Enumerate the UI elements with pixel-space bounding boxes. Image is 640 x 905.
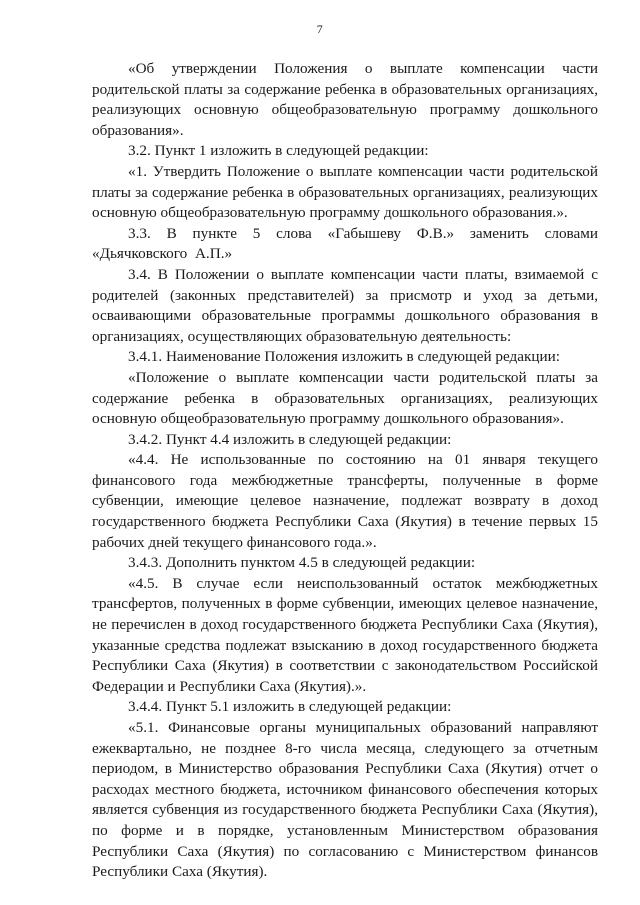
paragraph-item-3-4-3: 3.4.3. Дополнить пунктом 4.5 в следующей редакции: (128, 554, 476, 572)
paragraph-item-1-quote: «1. Утвердить Положение о выплате компенсации части родительской платы за содержание ребенка в образовательных организациях, реализующих основную общеобразовательную программу дошкольного образования.». (92, 162, 598, 222)
paragraph-name-quote: «Положение о выплате компенсации части родительской платы за содержание ребенка в образовательных организациях, реализующих основную общеобразовательную программу дошкольного образования». (92, 368, 598, 428)
paragraph-item-3-4-4: 3.4.4. Пункт 5.1 изложить в следующей редакции: (128, 698, 452, 716)
paragraph-item-5-1-quote: «5.1. Финансовые органы муниципальных образований направляют ежеквартально, не позднее 8-го числа месяца, следующего за отчетным периодом, в Министерство образования Республики Саха (Якутия) отчет о расходах местного бюджета, источником финансового обеспечения которых является субвенция из государственного бюджета Республики Саха (Якутия), по форме и в порядке, установленным Министерством образования Республики Саха (Якутия) по согласованию с Министерством финансов Республики Саха (Якутия). (92, 719, 598, 881)
paragraph-item-3-2: 3.2. Пункт 1 изложить в следующей редакции: (128, 142, 429, 160)
paragraph-item-4-5-quote: «4.5. В случае если неиспользованный остаток межбюджетных трансфертов, полученных в форме субвенции, имеющих целевое назначение, не перечислен в доход государственного бюджета Республики Саха (Якутия), указанные средства подлежат взысканию в доход государственного бюджета Республики Саха (Якутия) в соответствии с законодательством Российской Федерации и Республики Саха (Якутия).». (92, 574, 598, 695)
paragraph-item-3-4-2: 3.4.2. Пункт 4.4 изложить в следующей редакции: (128, 430, 452, 448)
paragraph-title-quote: «Об утверждении Положения о выплате компенсации части родительской платы за содержание ребенка в образовательных организациях, реализующих основную общеобразовательную программу дошкольного образования». (92, 60, 598, 139)
document-body (92, 59, 598, 883)
paragraph-item-4-4-quote: «4.4. Не использованные по состоянию на 01 января текущего финансового года межбюджетные трансферты, полученные в форме субвенции, имеющие целевое назначение, подлежат возврату в доход государственного бюджета Республики Саха (Якутия) в течение первых 15 рабочих дней текущего финансового года.». (92, 451, 598, 551)
paragraph-item-3-3: 3.3. В пункте 5 слова «Габышеву Ф.В.» заменить словами «Дьячковского А.П.» (92, 224, 598, 263)
paragraph-item-3-4: 3.4. В Положении о выплате компенсации части платы, взимаемой с родителей (законных представителей) за присмотр и уход за детьми, осваивающими образовательные программы дошкольного образования в организациях, осуществляющих образовательную деятельность: (92, 265, 598, 345)
paragraph-item-3-4-1: 3.4.1. Наименование Положения изложить в следующей редакции: (128, 348, 560, 366)
page-number: 7 (316, 22, 324, 36)
